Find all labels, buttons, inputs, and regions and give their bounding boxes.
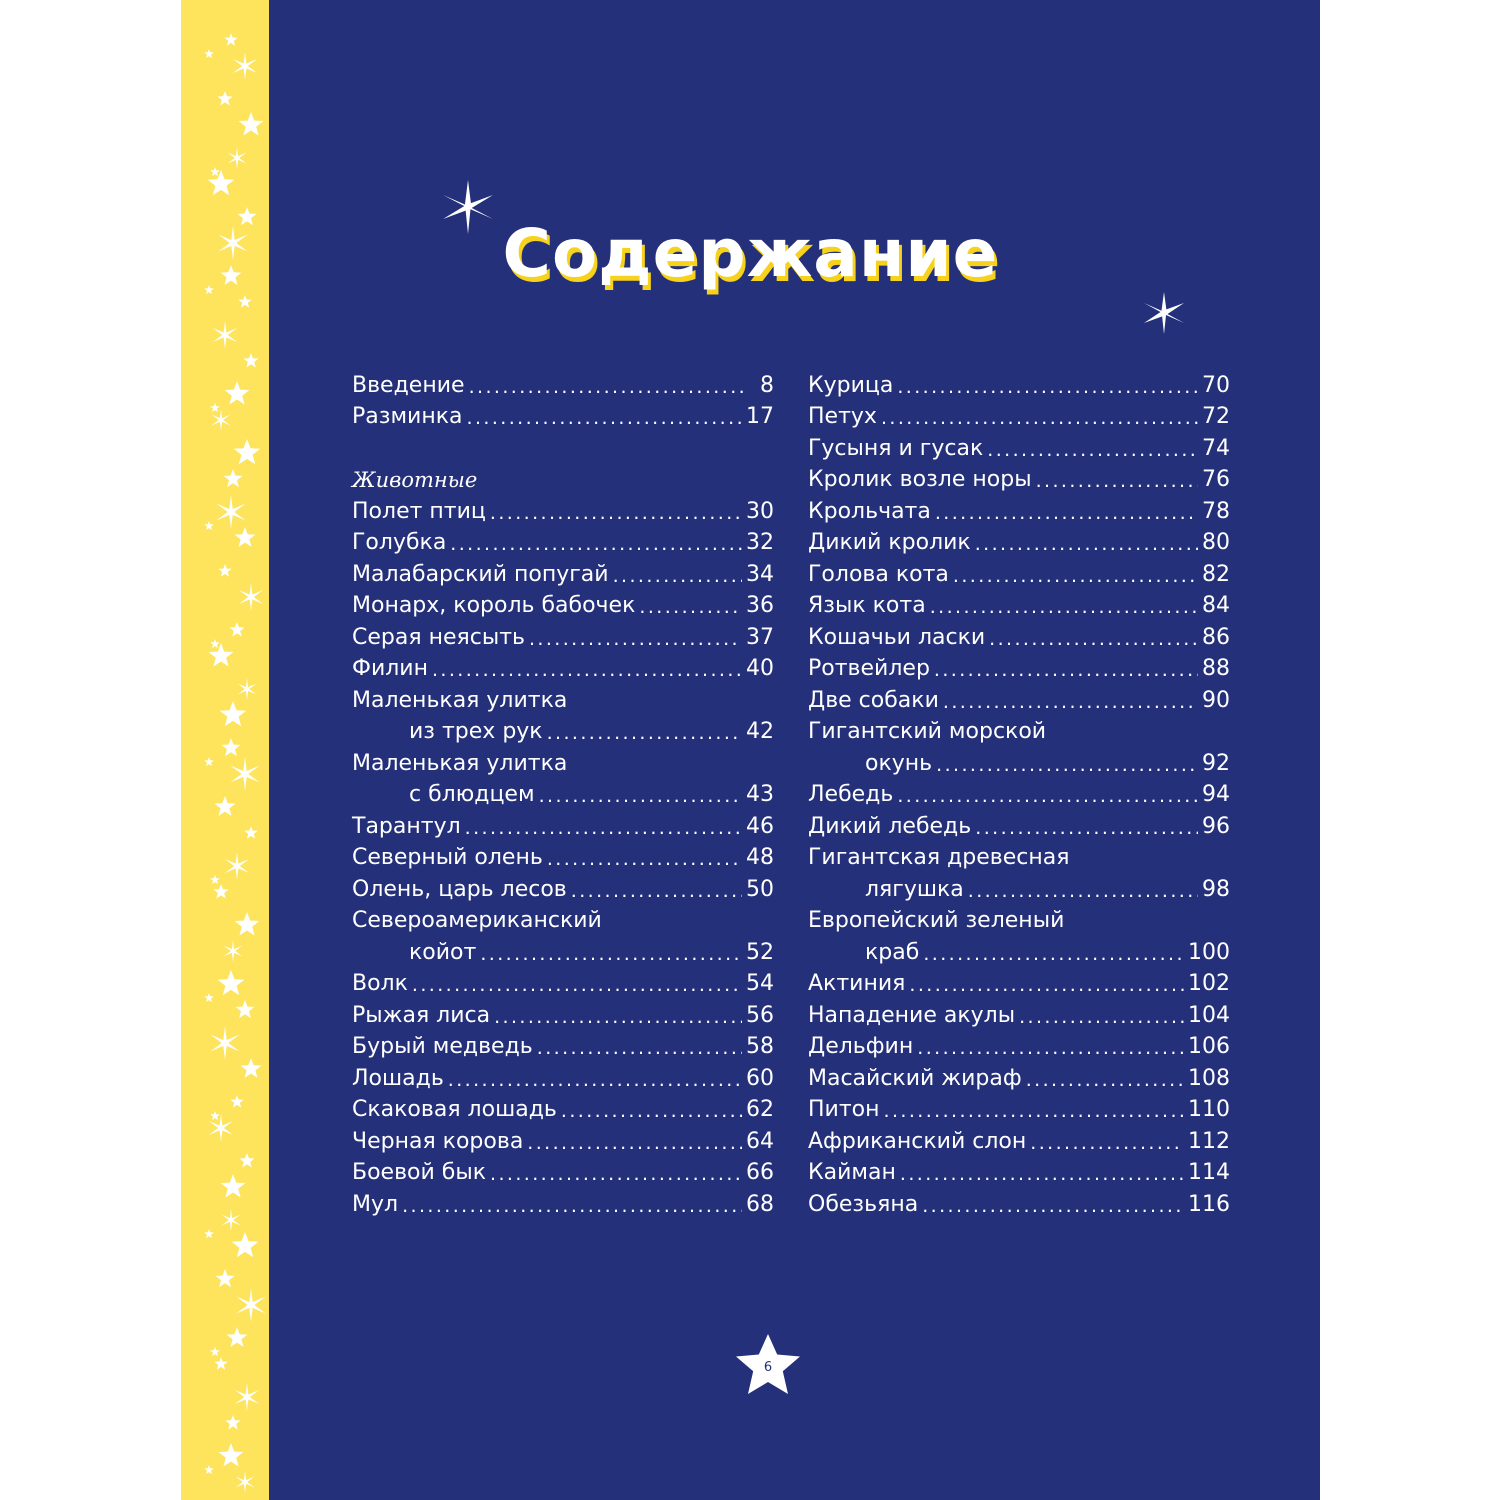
star-icon [234, 439, 261, 464]
toc-entry[interactable] [808, 366, 1230, 398]
toc-entry-title: Черная корова [352, 1128, 524, 1154]
toc-leader-dots [467, 407, 743, 429]
toc-entry-title: из трех рук [409, 719, 543, 744]
toc-entry-page: 34 [746, 561, 774, 587]
toc-entry-page: 46 [746, 813, 774, 839]
toc-entry[interactable] [352, 618, 774, 650]
toc-entry[interactable] [808, 681, 1230, 713]
toc-left-column [352, 366, 774, 1217]
star-icon [219, 1443, 244, 1467]
toc-entry-page: 114 [1188, 1160, 1230, 1185]
toc-entry-title: Язык кота [808, 593, 926, 618]
toc-entry-page: 64 [746, 1128, 774, 1154]
toc-leader-dots [975, 817, 1198, 839]
sparkle-icon [212, 321, 238, 349]
toc-entry-title: Лошадь [352, 1065, 444, 1091]
toc-entry[interactable] [808, 1185, 1230, 1217]
toc-entry-title: краб [865, 939, 920, 965]
toc-section-heading: Животные [352, 468, 478, 492]
toc-leader-dots [490, 502, 742, 524]
toc-leader-dots [527, 1132, 742, 1154]
sparkle-icon [221, 1209, 241, 1231]
toc-entry-page: 90 [1202, 687, 1230, 713]
toc-entry-title: Крольчата [808, 498, 931, 524]
toc-gap [352, 429, 774, 461]
sparkle-icon [223, 940, 243, 962]
toc-leader-dots [897, 785, 1198, 807]
sparkle-icon [235, 1288, 266, 1322]
toc-entry-page: 82 [1202, 561, 1230, 587]
sparkle-icon [235, 1471, 255, 1493]
page-title: Содержание [502, 215, 999, 292]
toc-leader-dots [987, 439, 1198, 461]
toc-leader-dots [923, 943, 1184, 965]
toc-entry-page: 72 [1202, 404, 1230, 429]
toc-entry[interactable] [808, 996, 1230, 1028]
toc-leader-dots [975, 533, 1198, 555]
star-icon [209, 643, 234, 667]
sparkle-icon [229, 757, 260, 791]
toc-entry-page: 62 [746, 1097, 774, 1122]
star-icon [213, 884, 228, 899]
sparkle-icon [232, 52, 258, 80]
toc-entry[interactable] [352, 1028, 774, 1060]
sparkle-icon [227, 147, 247, 169]
toc-entry-title: Ротвейлер [808, 656, 930, 681]
toc-entry-page: 108 [1188, 1065, 1230, 1091]
toc-entry-line[interactable] [808, 713, 1230, 745]
toc-entry-title: Маленькая улитка [352, 687, 568, 713]
toc-leader-dots [968, 880, 1198, 902]
star-icon [238, 295, 251, 308]
toc-leader-dots [448, 1069, 742, 1091]
toc-entry[interactable] [352, 1185, 774, 1217]
toc-entry-line[interactable] [352, 681, 774, 713]
toc-leader-dots [547, 722, 742, 744]
toc-leader-dots [881, 407, 1198, 429]
toc-leader-dots [469, 376, 744, 398]
toc-entry[interactable] [808, 1154, 1230, 1186]
toc-entry-title: Гусыня и гусак [808, 435, 984, 461]
star-icon [204, 993, 214, 1002]
star-icon [224, 469, 243, 487]
toc-entry-page: 30 [746, 498, 774, 524]
toc-entry-title: Тарантул [352, 813, 461, 839]
toc-entry[interactable] [808, 650, 1230, 682]
star-icon [215, 796, 236, 816]
toc-leader-dots [909, 974, 1184, 996]
toc-entry-page: 80 [1202, 530, 1230, 555]
star-icon [208, 170, 235, 195]
toc-entry[interactable] [808, 1028, 1230, 1060]
toc-entry-title: Скаковая лошадь [352, 1097, 557, 1122]
toc-entry-title: Голова кота [808, 561, 949, 587]
star-icon [230, 1095, 243, 1108]
toc-entry-page: 76 [1202, 467, 1230, 492]
toc-leader-dots [571, 880, 742, 902]
toc-leader-dots [480, 943, 742, 965]
toc-leader-dots [561, 1100, 742, 1122]
toc-entry[interactable] [808, 965, 1230, 997]
toc-leader-dots [494, 1006, 742, 1028]
sparkle-icon [215, 495, 246, 529]
toc-leader-dots [1036, 470, 1198, 492]
star-icon [222, 738, 241, 756]
toc-entry-title: Петух [808, 404, 877, 429]
toc-leader-dots [943, 691, 1198, 713]
toc-entry-page: 58 [746, 1034, 774, 1059]
toc-entry-title: Мул [352, 1191, 399, 1217]
star-icon [210, 875, 220, 884]
star-icon [239, 1153, 254, 1168]
toc-entry-title: Гигантский морской [808, 719, 1047, 744]
toc-entry[interactable] [352, 366, 774, 398]
toc-entry-line[interactable] [808, 839, 1230, 871]
toc-entry-title: Дикий лебедь [808, 813, 972, 839]
star-icon [216, 1269, 235, 1287]
toc-entry-page: 8 [760, 372, 774, 398]
toc-entry-title: лягушка [865, 876, 964, 902]
toc-entry[interactable] [808, 744, 1230, 776]
sparkle-icon [208, 1114, 234, 1142]
toc-entry[interactable] [808, 1091, 1230, 1123]
toc-entry-title: Серая неясыть [352, 624, 525, 650]
toc-entry-title: Масайский жираф [808, 1065, 1022, 1091]
star-icon [210, 639, 220, 648]
toc-entry-page: 68 [746, 1191, 774, 1217]
toc-entry-page: 110 [1188, 1097, 1230, 1122]
toc-leader-dots [547, 848, 742, 870]
toc-entry-title: Лебедь [808, 782, 894, 807]
toc-leader-dots [922, 1195, 1184, 1217]
toc-entry-title: Кошачьи ласки [808, 624, 986, 650]
star-icon [220, 701, 247, 726]
star-icon [218, 564, 231, 577]
toc-leader-dots [490, 1163, 742, 1185]
toc-entry-title: с блюдцем [409, 782, 535, 807]
toc-entry-title: Две собаки [808, 687, 939, 713]
star-icon [225, 1415, 240, 1430]
toc-entry-title: Голубка [352, 530, 447, 555]
star-icon [235, 527, 256, 547]
book-page [181, 0, 1320, 1500]
page-number: 6 [763, 1360, 773, 1375]
toc-entry[interactable] [808, 524, 1230, 556]
toc-right-column [808, 366, 1230, 1217]
toc-entry-title: Олень, царь лесов [352, 876, 567, 902]
toc-entry-page: 32 [746, 530, 774, 555]
toc-entry-page: 100 [1188, 939, 1230, 965]
toc-entry-page: 86 [1202, 624, 1230, 650]
toc-entry[interactable] [808, 429, 1230, 461]
toc-entry-page: 112 [1188, 1128, 1230, 1154]
toc-entry[interactable] [352, 839, 774, 871]
star-icon [241, 1058, 262, 1078]
toc-leader-dots [613, 565, 742, 587]
toc-leader-dots [934, 659, 1198, 681]
toc-entry-page: 104 [1188, 1002, 1230, 1028]
toc-leader-dots [529, 628, 742, 650]
toc-entry-page: 84 [1202, 593, 1230, 618]
toc-entry[interactable] [352, 965, 774, 997]
toc-entry-title: Актиния [808, 971, 906, 996]
toc-leader-dots [1030, 1132, 1184, 1154]
toc-entry[interactable] [352, 1059, 774, 1091]
toc-entry[interactable] [808, 1059, 1230, 1091]
toc-entry[interactable] [808, 776, 1230, 808]
toc-leader-dots [953, 565, 1198, 587]
toc-entry[interactable] [352, 807, 774, 839]
toc-entry-page: 116 [1188, 1191, 1230, 1217]
toc-leader-dots [450, 533, 742, 555]
star-icon [204, 1229, 214, 1238]
toc-entry-page: 74 [1202, 435, 1230, 461]
toc-entry-page: 56 [746, 1002, 774, 1028]
sparkle-icon [238, 583, 264, 611]
toc-entry-page: 88 [1202, 656, 1230, 681]
toc-entry-title: Кролик возле норы [808, 467, 1032, 492]
toc-leader-dots [936, 754, 1198, 776]
sparkle-icon [211, 409, 231, 431]
toc-entry-page: 48 [746, 845, 774, 870]
star-icon [218, 970, 245, 995]
toc-entry-title: койот [409, 939, 477, 965]
toc-entry[interactable] [352, 713, 774, 745]
star-icon [210, 167, 220, 176]
sparkle-icon-right [1141, 290, 1187, 336]
sparkle-icon [224, 852, 250, 880]
star-icon [204, 757, 214, 766]
toc-entry-title: Питон [808, 1097, 880, 1122]
toc-entry-page: 60 [746, 1065, 774, 1091]
toc-entry[interactable] [352, 587, 774, 619]
toc-entry-title: окунь [865, 750, 933, 776]
star-icon [229, 622, 244, 637]
toc-entry-title: Дельфин [808, 1034, 914, 1059]
toc-entry[interactable] [352, 996, 774, 1028]
toc-entry[interactable] [352, 492, 774, 524]
star-icon [243, 353, 258, 368]
toc-entry-title: Бурый медведь [352, 1034, 533, 1059]
toc-leader-dots [1019, 1006, 1184, 1028]
toc-entry[interactable] [352, 1091, 774, 1123]
toc-entry-title: Разминка [352, 404, 463, 429]
toc-leader-dots [539, 785, 742, 807]
toc-entry-page: 70 [1202, 372, 1230, 398]
toc-entry-page: 52 [746, 939, 774, 965]
toc-entry[interactable] [808, 398, 1230, 430]
toc-leader-dots [989, 628, 1198, 650]
star-icon [204, 521, 214, 530]
toc-entry[interactable] [352, 650, 774, 682]
toc-entry-title: Нападение акулы [808, 1002, 1016, 1028]
toc-entry[interactable] [352, 1154, 774, 1186]
toc-entry[interactable] [352, 555, 774, 587]
toc-entry-page: 96 [1202, 813, 1230, 839]
sparkle-icon [237, 678, 257, 700]
toc-leader-dots [917, 1037, 1184, 1059]
toc-entry-page: 54 [746, 971, 774, 996]
toc-leader-dots [432, 659, 742, 681]
toc-leader-dots [465, 817, 742, 839]
toc-leader-dots [537, 1037, 742, 1059]
toc-entry-title: Малабарский попугай [352, 561, 609, 587]
toc-entry-title: Гигантская древесная [808, 845, 1070, 870]
toc-entry-page: 106 [1188, 1034, 1230, 1059]
toc-entry-page: 37 [746, 624, 774, 650]
toc-entry[interactable] [808, 933, 1230, 965]
star-icon [210, 1347, 220, 1356]
toc-leader-dots [930, 596, 1198, 618]
toc-entry[interactable] [808, 555, 1230, 587]
toc-entry-title: Кайман [808, 1160, 896, 1185]
star-icon [235, 912, 260, 936]
toc-entry[interactable] [352, 524, 774, 556]
toc-entry[interactable] [352, 776, 774, 808]
toc-entry[interactable] [808, 492, 1230, 524]
toc-entry-page: 36 [746, 593, 774, 618]
toc-entry-page: 17 [746, 404, 774, 429]
star-icon [232, 1232, 259, 1257]
toc-entry-line[interactable] [352, 902, 774, 934]
star-icon [244, 826, 257, 839]
star-icon [210, 403, 220, 412]
toc-entry[interactable] [352, 398, 774, 430]
toc-entry-title: Обезьяна [808, 1191, 919, 1217]
toc-entry-line[interactable] [808, 902, 1230, 934]
toc-entry-title: Маленькая улитка [352, 750, 568, 776]
toc-entry-page: 92 [1202, 750, 1230, 776]
toc-entry[interactable] [808, 870, 1230, 902]
toc-entry-title: Полет птиц [352, 498, 486, 524]
sparkle-icon [209, 1026, 240, 1060]
star-icon [239, 112, 264, 136]
toc-entry-title: Монарх, король бабочек [352, 593, 636, 618]
toc-leader-dots [884, 1100, 1185, 1122]
toc-entry[interactable] [808, 461, 1230, 493]
star-icon [210, 1111, 220, 1120]
toc-entry-title: Волк [352, 971, 408, 996]
star-icon [204, 49, 214, 58]
star-icon [204, 1465, 214, 1474]
toc-leader-dots [639, 596, 742, 618]
sparkle-icon [234, 1383, 260, 1411]
toc-entry-title: Введение [352, 372, 465, 398]
toc-entry-page: 42 [746, 719, 774, 744]
toc-entry[interactable] [808, 618, 1230, 650]
toc-entry-title: Филин [352, 656, 428, 681]
toc-entry-page: 102 [1188, 971, 1230, 996]
toc-entry-page: 43 [746, 782, 774, 807]
toc-entry[interactable] [808, 807, 1230, 839]
toc-leader-dots [1026, 1069, 1184, 1091]
toc-entry-title: Северный олень [352, 845, 543, 870]
toc-entry-page: 66 [746, 1160, 774, 1185]
toc-leader-dots [935, 502, 1198, 524]
star-icon [221, 1174, 246, 1198]
toc-entry[interactable] [352, 870, 774, 902]
toc-entry-title: Европейский зеленый [808, 908, 1065, 933]
toc-entry-title: Боевой бык [352, 1160, 487, 1185]
toc-entry-title: Африканский слон [808, 1128, 1027, 1154]
toc-entry-title: Североамериканский [352, 908, 602, 933]
star-icon [225, 381, 250, 405]
toc-leader-dots [900, 1163, 1184, 1185]
toc-entry-title: Дикий кролик [808, 530, 971, 555]
star-icon [227, 1327, 248, 1347]
toc-entry[interactable] [808, 1122, 1230, 1154]
toc-entry-line[interactable] [352, 744, 774, 776]
star-icon [214, 1357, 227, 1370]
star-icon [224, 33, 237, 46]
toc-entry-page: 94 [1202, 782, 1230, 807]
toc-entry-title: Рыжая лиса [352, 1002, 491, 1028]
star-icon [236, 1000, 255, 1018]
star-icon [217, 91, 232, 106]
toc-leader-dots [402, 1195, 742, 1217]
toc-entry-page: 78 [1202, 498, 1230, 524]
toc-entry-page: 98 [1202, 876, 1230, 902]
toc-entry-page: 40 [746, 656, 774, 681]
toc-entry[interactable] [352, 1122, 774, 1154]
toc-leader-dots [897, 376, 1198, 398]
toc-entry[interactable] [352, 933, 774, 965]
toc-entry[interactable] [808, 587, 1230, 619]
toc-leader-dots [412, 974, 742, 996]
toc-entry-title: Курица [808, 372, 894, 398]
toc-entry-page: 50 [746, 876, 774, 902]
